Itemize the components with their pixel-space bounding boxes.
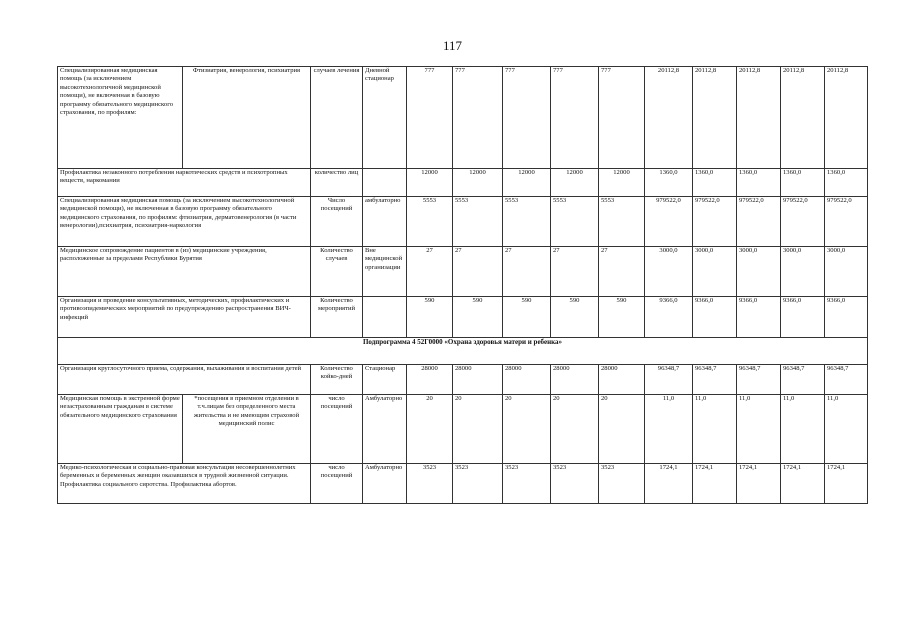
condition-cell xyxy=(363,297,407,338)
volume-year: 5553 xyxy=(551,197,599,247)
volume-year: 590 xyxy=(503,297,551,338)
cost-total: 20112,8 xyxy=(645,67,693,169)
service-name: Специализированная медицинская помощь (за исключением высокотехнологичной медицинской помощи), не включенная в базовую программу обязательного медицинского страхования, по профилям: фтизиатрия, дерматовенерология (в части венерологии),психиатрия, психиатрия-наркология xyxy=(58,197,311,247)
cost-year: 20112,8 xyxy=(781,67,825,169)
volume-total: 12000 xyxy=(407,169,453,197)
cost-year: 1724,1 xyxy=(693,464,737,504)
table-row xyxy=(58,297,868,338)
service-name: Организация и проведение консультативных, методических, профилактических и противоэпидемических мероприятий по предупреждению распространения ВИЧ-инфекций xyxy=(58,297,311,338)
cost-total: 979522,0 xyxy=(645,197,693,247)
cost-year: 9366,0 xyxy=(781,297,825,338)
table-row xyxy=(58,67,868,169)
cost-year: 20112,8 xyxy=(693,67,737,169)
volume-year: 20 xyxy=(599,395,645,464)
volume-year: 20 xyxy=(453,395,503,464)
cost-year: 3000,0 xyxy=(825,247,868,297)
volume-year: 12000 xyxy=(599,169,645,197)
subprogram-title: Подпрограмма 4 52Г0000 «Охрана здоровья матери и ребенка» xyxy=(58,338,868,365)
volume-year: 777 xyxy=(551,67,599,169)
volume-year: 27 xyxy=(551,247,599,297)
volume-year: 777 xyxy=(453,67,503,169)
volume-year: 28000 xyxy=(503,365,551,395)
cost-year: 20112,8 xyxy=(825,67,868,169)
unit-cell: количество лиц xyxy=(311,169,363,197)
volume-total: 5553 xyxy=(407,197,453,247)
cost-year: 3000,0 xyxy=(781,247,825,297)
cost-year: 1360,0 xyxy=(737,169,781,197)
volume-year: 28000 xyxy=(599,365,645,395)
cost-year: 11,0 xyxy=(781,395,825,464)
cost-total: 96348,7 xyxy=(645,365,693,395)
cost-year: 96348,7 xyxy=(693,365,737,395)
volume-year: 5553 xyxy=(503,197,551,247)
volume-year: 3523 xyxy=(599,464,645,504)
volume-year: 3523 xyxy=(453,464,503,504)
condition-cell: Амбулаторно xyxy=(363,464,407,504)
page-number: 117 xyxy=(442,38,463,53)
profile-cell: *посещения в приемном отделении в т.ч.лицам без определенного места жительства и не имеющим страховой медицинский полис xyxy=(183,395,311,464)
program-table xyxy=(57,66,868,504)
cost-year: 11,0 xyxy=(825,395,868,464)
volume-year: 5553 xyxy=(453,197,503,247)
condition-cell: Амбулаторно xyxy=(363,395,407,464)
unit-cell: Число посещений xyxy=(311,197,363,247)
cost-year: 979522,0 xyxy=(781,197,825,247)
cost-year: 9366,0 xyxy=(737,297,781,338)
cost-total: 11,0 xyxy=(645,395,693,464)
cost-year: 979522,0 xyxy=(693,197,737,247)
service-name: Специализированная медицинская помощь (за исключением высокотехнологичной медицинской помощи), не включенная в базовую программу обязательного медицинского страхования, по профилям: xyxy=(58,67,183,169)
cost-year: 1360,0 xyxy=(825,169,868,197)
table-row xyxy=(58,197,868,247)
volume-year: 777 xyxy=(599,67,645,169)
cost-total: 9366,0 xyxy=(645,297,693,338)
volume-year: 28000 xyxy=(453,365,503,395)
service-name: Медицинская помощь в экстренной форме незастрахованным гражданам в системе обязательного медицинского страхования xyxy=(58,395,183,464)
cost-year: 1724,1 xyxy=(825,464,868,504)
volume-year: 27 xyxy=(453,247,503,297)
volume-total: 3523 xyxy=(407,464,453,504)
profile-cell: Фтизиатрия, венерология, психиатрия xyxy=(183,67,311,169)
volume-year: 590 xyxy=(551,297,599,338)
volume-year: 27 xyxy=(503,247,551,297)
volume-year: 27 xyxy=(599,247,645,297)
cost-year: 1724,1 xyxy=(781,464,825,504)
volume-year: 12000 xyxy=(503,169,551,197)
volume-year: 3523 xyxy=(503,464,551,504)
unit-cell: число посещений xyxy=(311,464,363,504)
cost-total: 3000,0 xyxy=(645,247,693,297)
condition-cell xyxy=(363,169,407,197)
cost-year: 9366,0 xyxy=(825,297,868,338)
cost-year: 20112,8 xyxy=(737,67,781,169)
cost-total: 1724,1 xyxy=(645,464,693,504)
unit-cell: число посещений xyxy=(311,395,363,464)
volume-year: 590 xyxy=(599,297,645,338)
cost-total: 1360,0 xyxy=(645,169,693,197)
volume-total: 777 xyxy=(407,67,453,169)
table-row xyxy=(58,365,868,395)
condition-cell: Стационар xyxy=(363,365,407,395)
volume-total: 590 xyxy=(407,297,453,338)
volume-year: 28000 xyxy=(551,365,599,395)
condition-cell: Дневной стационар xyxy=(363,67,407,169)
volume-total: 28000 xyxy=(407,365,453,395)
volume-total: 27 xyxy=(407,247,453,297)
service-name: Медицинское сопровождение пациентов в (из) медицинские учреждения, расположенные за пределами Республики Бурятия xyxy=(58,247,311,297)
service-name: Профилактика незаконного потребления наркотических средств и психотропных веществ, наркомании xyxy=(58,169,311,197)
cost-year: 979522,0 xyxy=(737,197,781,247)
cost-year: 979522,0 xyxy=(825,197,868,247)
condition-cell: Вне медицинской организации xyxy=(363,247,407,297)
unit-cell: Количество случаев xyxy=(311,247,363,297)
condition-cell: амбулаторно xyxy=(363,197,407,247)
cost-year: 3000,0 xyxy=(693,247,737,297)
cost-year: 1360,0 xyxy=(693,169,737,197)
volume-year: 777 xyxy=(503,67,551,169)
cost-year: 3000,0 xyxy=(737,247,781,297)
cost-year: 11,0 xyxy=(693,395,737,464)
unit-cell: случаев лечения xyxy=(311,67,363,169)
cost-year: 96348,7 xyxy=(781,365,825,395)
service-name: Организация круглосуточного приема, содержания, выхаживания и воспитания детей xyxy=(58,365,311,395)
table-row xyxy=(58,395,868,464)
volume-year: 12000 xyxy=(551,169,599,197)
table-row xyxy=(58,464,868,504)
cost-year: 96348,7 xyxy=(825,365,868,395)
cost-year: 1360,0 xyxy=(781,169,825,197)
unit-cell: Количество мероприятий xyxy=(311,297,363,338)
volume-total: 20 xyxy=(407,395,453,464)
cost-year: 1724,1 xyxy=(737,464,781,504)
table-row xyxy=(58,169,868,197)
volume-year: 20 xyxy=(551,395,599,464)
subprogram-row xyxy=(58,338,868,365)
volume-year: 590 xyxy=(453,297,503,338)
cost-year: 96348,7 xyxy=(737,365,781,395)
cost-year: 9366,0 xyxy=(693,297,737,338)
table-row xyxy=(58,247,868,297)
service-name: Медико-психологическая и социально-правовая консультация несовершеннолетних беременных и беременных женщин оказавшихся в трудной жизненной ситуации. Профилактика социального сиротства. Профилактика абортов. xyxy=(58,464,311,504)
unit-cell: Количество койко-дней xyxy=(311,365,363,395)
volume-year: 12000 xyxy=(453,169,503,197)
volume-year: 5553 xyxy=(599,197,645,247)
cost-year: 11,0 xyxy=(737,395,781,464)
volume-year: 20 xyxy=(503,395,551,464)
volume-year: 3523 xyxy=(551,464,599,504)
